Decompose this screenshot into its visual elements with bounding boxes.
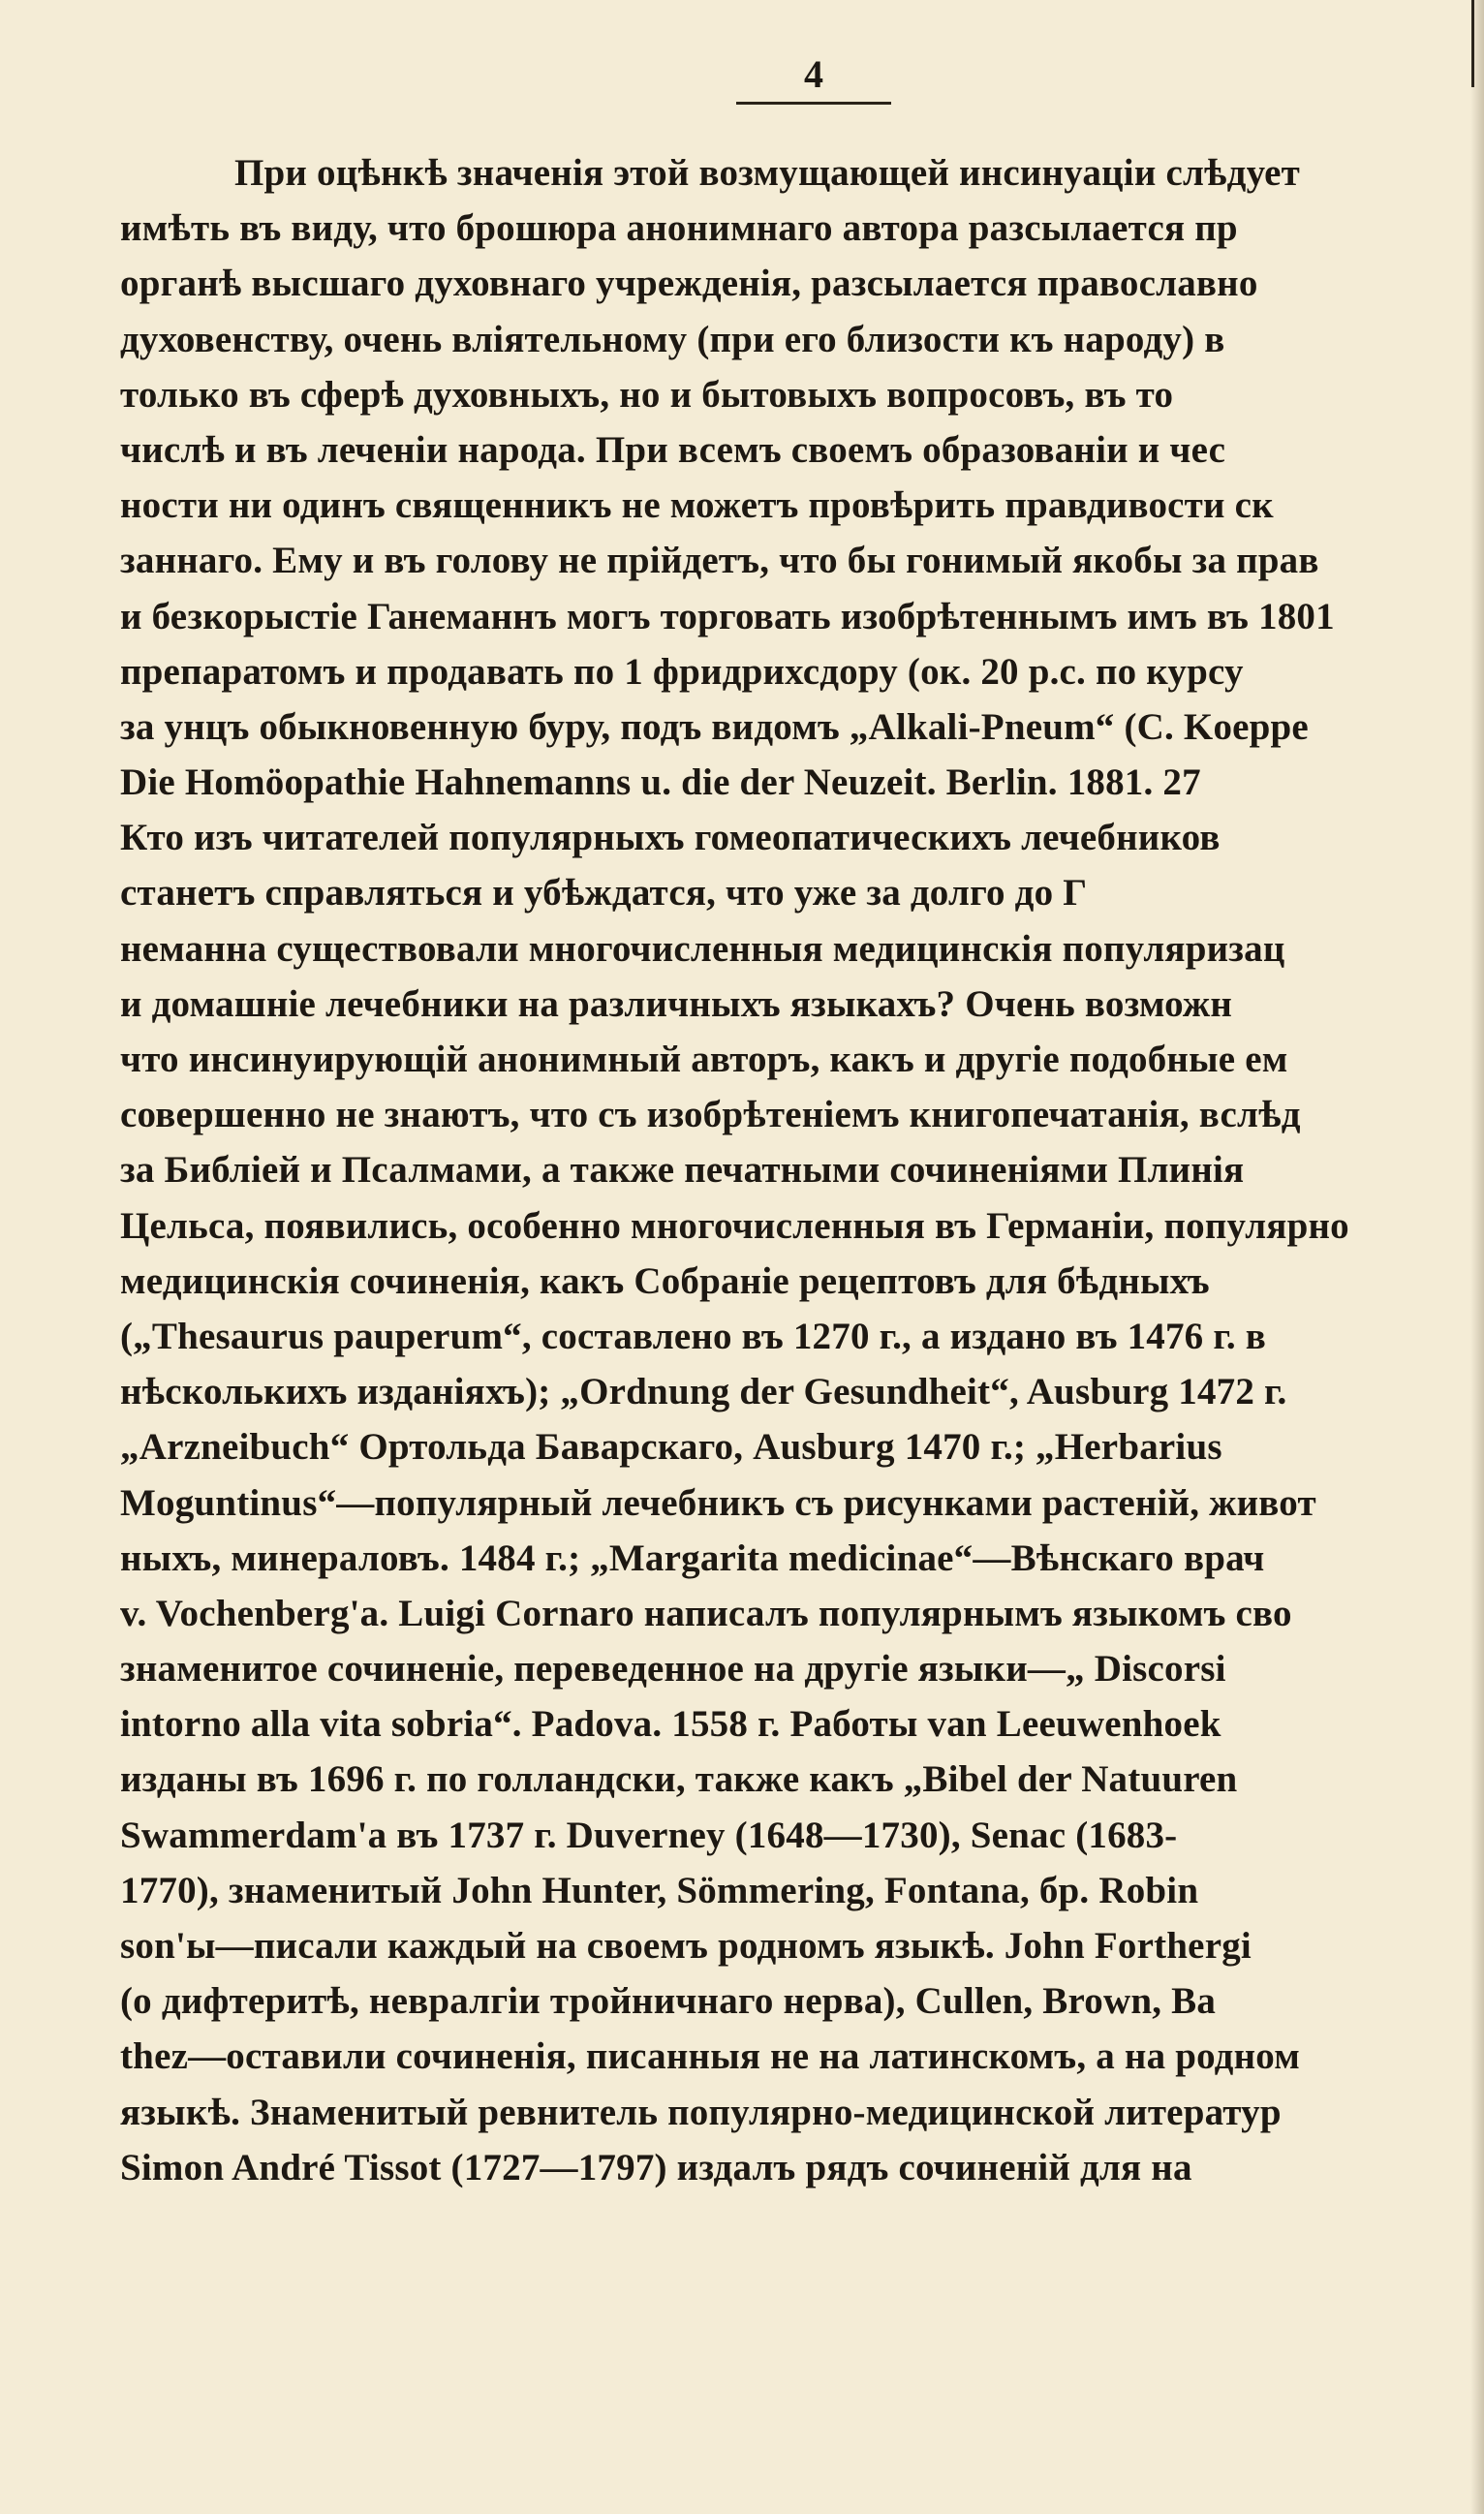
- text-line: son'ы—писали каждый на своемъ родномъ языкѣ. John Forthergi: [120, 1925, 1252, 1967]
- text-line: (о дифтеритѣ, невралгіи тройничнаго нерва), Cullen, Brown, Ba: [120, 1980, 1217, 2023]
- text-line: изданы въ 1696 г. по голландски, также какъ „Bibel der Natuuren: [120, 1758, 1238, 1801]
- text-line: органѣ высшаго духовнаго учрежденія, разсылается православно: [120, 263, 1258, 305]
- page-number-rule: [736, 102, 891, 105]
- text-line: знаменитое сочиненіе, переведенное на другіе языки—„ Discorsi: [120, 1648, 1226, 1691]
- text-line: нѣсколькихъ изданіяхъ); „Ordnung der Gesundheit“, Ausburg 1472 г.: [120, 1371, 1287, 1413]
- text-line: Moguntinus“—популярный лечебникъ съ рисунками растеній, живот: [120, 1481, 1316, 1524]
- text-line: медицинскія сочиненія, какъ Собраніе рецептовъ для бѣдныхъ: [120, 1259, 1210, 1302]
- text-line: v. Vochenberg'а. Luigi Cornaro написалъ популярнымъ языкомъ сво: [120, 1592, 1292, 1634]
- text-line: ныхъ, минераловъ. 1484 г.; „Margarita medicinae“—Вѣнскаго врач: [120, 1536, 1265, 1579]
- text-line: „Arzneibuch“ Ортольда Баварскаго, Ausburg 1470 г.; „Herbarius: [120, 1426, 1222, 1469]
- text-line: Цельса, появились, особенно многочисленныя въ Германіи, популярно: [120, 1204, 1349, 1247]
- text-line: При оцѣнкѣ значенія этой возмущающей инсинуаціи слѣдует: [234, 152, 1300, 194]
- text-line: за унцъ обыкновенную буру, подъ видомъ „Alkali-Pneum“ (C. Koeppe: [120, 705, 1309, 748]
- text-line: что инсинуирующій анонимный авторъ, какъ и другіе подобные ем: [120, 1039, 1288, 1080]
- text-line: языкѣ. Знаменитый ревнитель популярно-медицинской литератур: [120, 2091, 1282, 2133]
- text-line: числѣ и въ леченіи народа. При всемъ своемъ образованіи и чес: [120, 428, 1226, 471]
- text-line: только въ сферѣ духовныхъ, но и бытовыхъ вопросовъ, въ то: [120, 373, 1174, 416]
- text-line: ности ни одинъ священникъ не можетъ провѣрить правдивости ск: [120, 484, 1274, 527]
- text-line: и домашніе лечебники на различныхъ языкахъ? Очень возможн: [120, 982, 1233, 1025]
- text-line: thez—оставили сочиненія, писанныя не на латинскомъ, а на родном: [120, 2035, 1301, 2078]
- text-line: Die Homöopathie Hahnemanns u. die der Neuzeit. Berlin. 1881. 27: [120, 761, 1201, 804]
- text-line: intorno alla vita sobria“. Padova. 1558 г. Работы van Leeuwenhoek: [120, 1703, 1221, 1746]
- text-line: духовенству, очень вліятельному (при его близости къ народу) в: [120, 318, 1225, 360]
- text-line: заннаго. Ему и въ голову не прійдетъ, что бы гонимый якобы за прав: [120, 540, 1319, 582]
- text-line: станетъ справляться и убѣждатся, что уже за долго до Г: [120, 872, 1088, 915]
- text-line: и безкорыстіе Ганеманнъ могъ торговать изобрѣтеннымъ имъ въ 1801: [120, 595, 1335, 637]
- body-text: [120, 145, 1482, 2490]
- page-edge-mark: [1471, 0, 1474, 87]
- text-line: Кто изъ читателей популярныхъ гомеопатическихъ лечебников: [120, 817, 1221, 859]
- text-line: совершенно не знаютъ, что съ изобрѣтеніемъ книгопечатанія, вслѣд: [120, 1094, 1301, 1136]
- text-line: Simon André Tissot (1727—1797) издалъ рядъ сочиненій для на: [120, 2146, 1192, 2188]
- text-line: неманна существовали многочисленныя медицинскія популяризац: [120, 927, 1285, 970]
- page-number: 4: [804, 52, 823, 96]
- text-line: имѣть въ виду, что брошюра анонимнаго автора разсылается пр: [120, 207, 1238, 250]
- text-line: за Библіей и Псалмами, а также печатными сочиненіями Плинія: [120, 1149, 1245, 1192]
- text-line: Swammerdam'а въ 1737 г. Duverney (1648—1730), Senac (1683-: [120, 1814, 1178, 1856]
- text-line: („Thesaurus pauperum“, составлено въ 1270 г., а издано въ 1476 г. в: [120, 1315, 1266, 1357]
- text-line: 1770), знаменитый John Hunter, Sömmering, Fontana, бр. Robin: [120, 1869, 1199, 1911]
- text-line: препаратомъ и продавать по 1 фридрихсдору (ок. 20 р.с. по курсу: [120, 650, 1244, 693]
